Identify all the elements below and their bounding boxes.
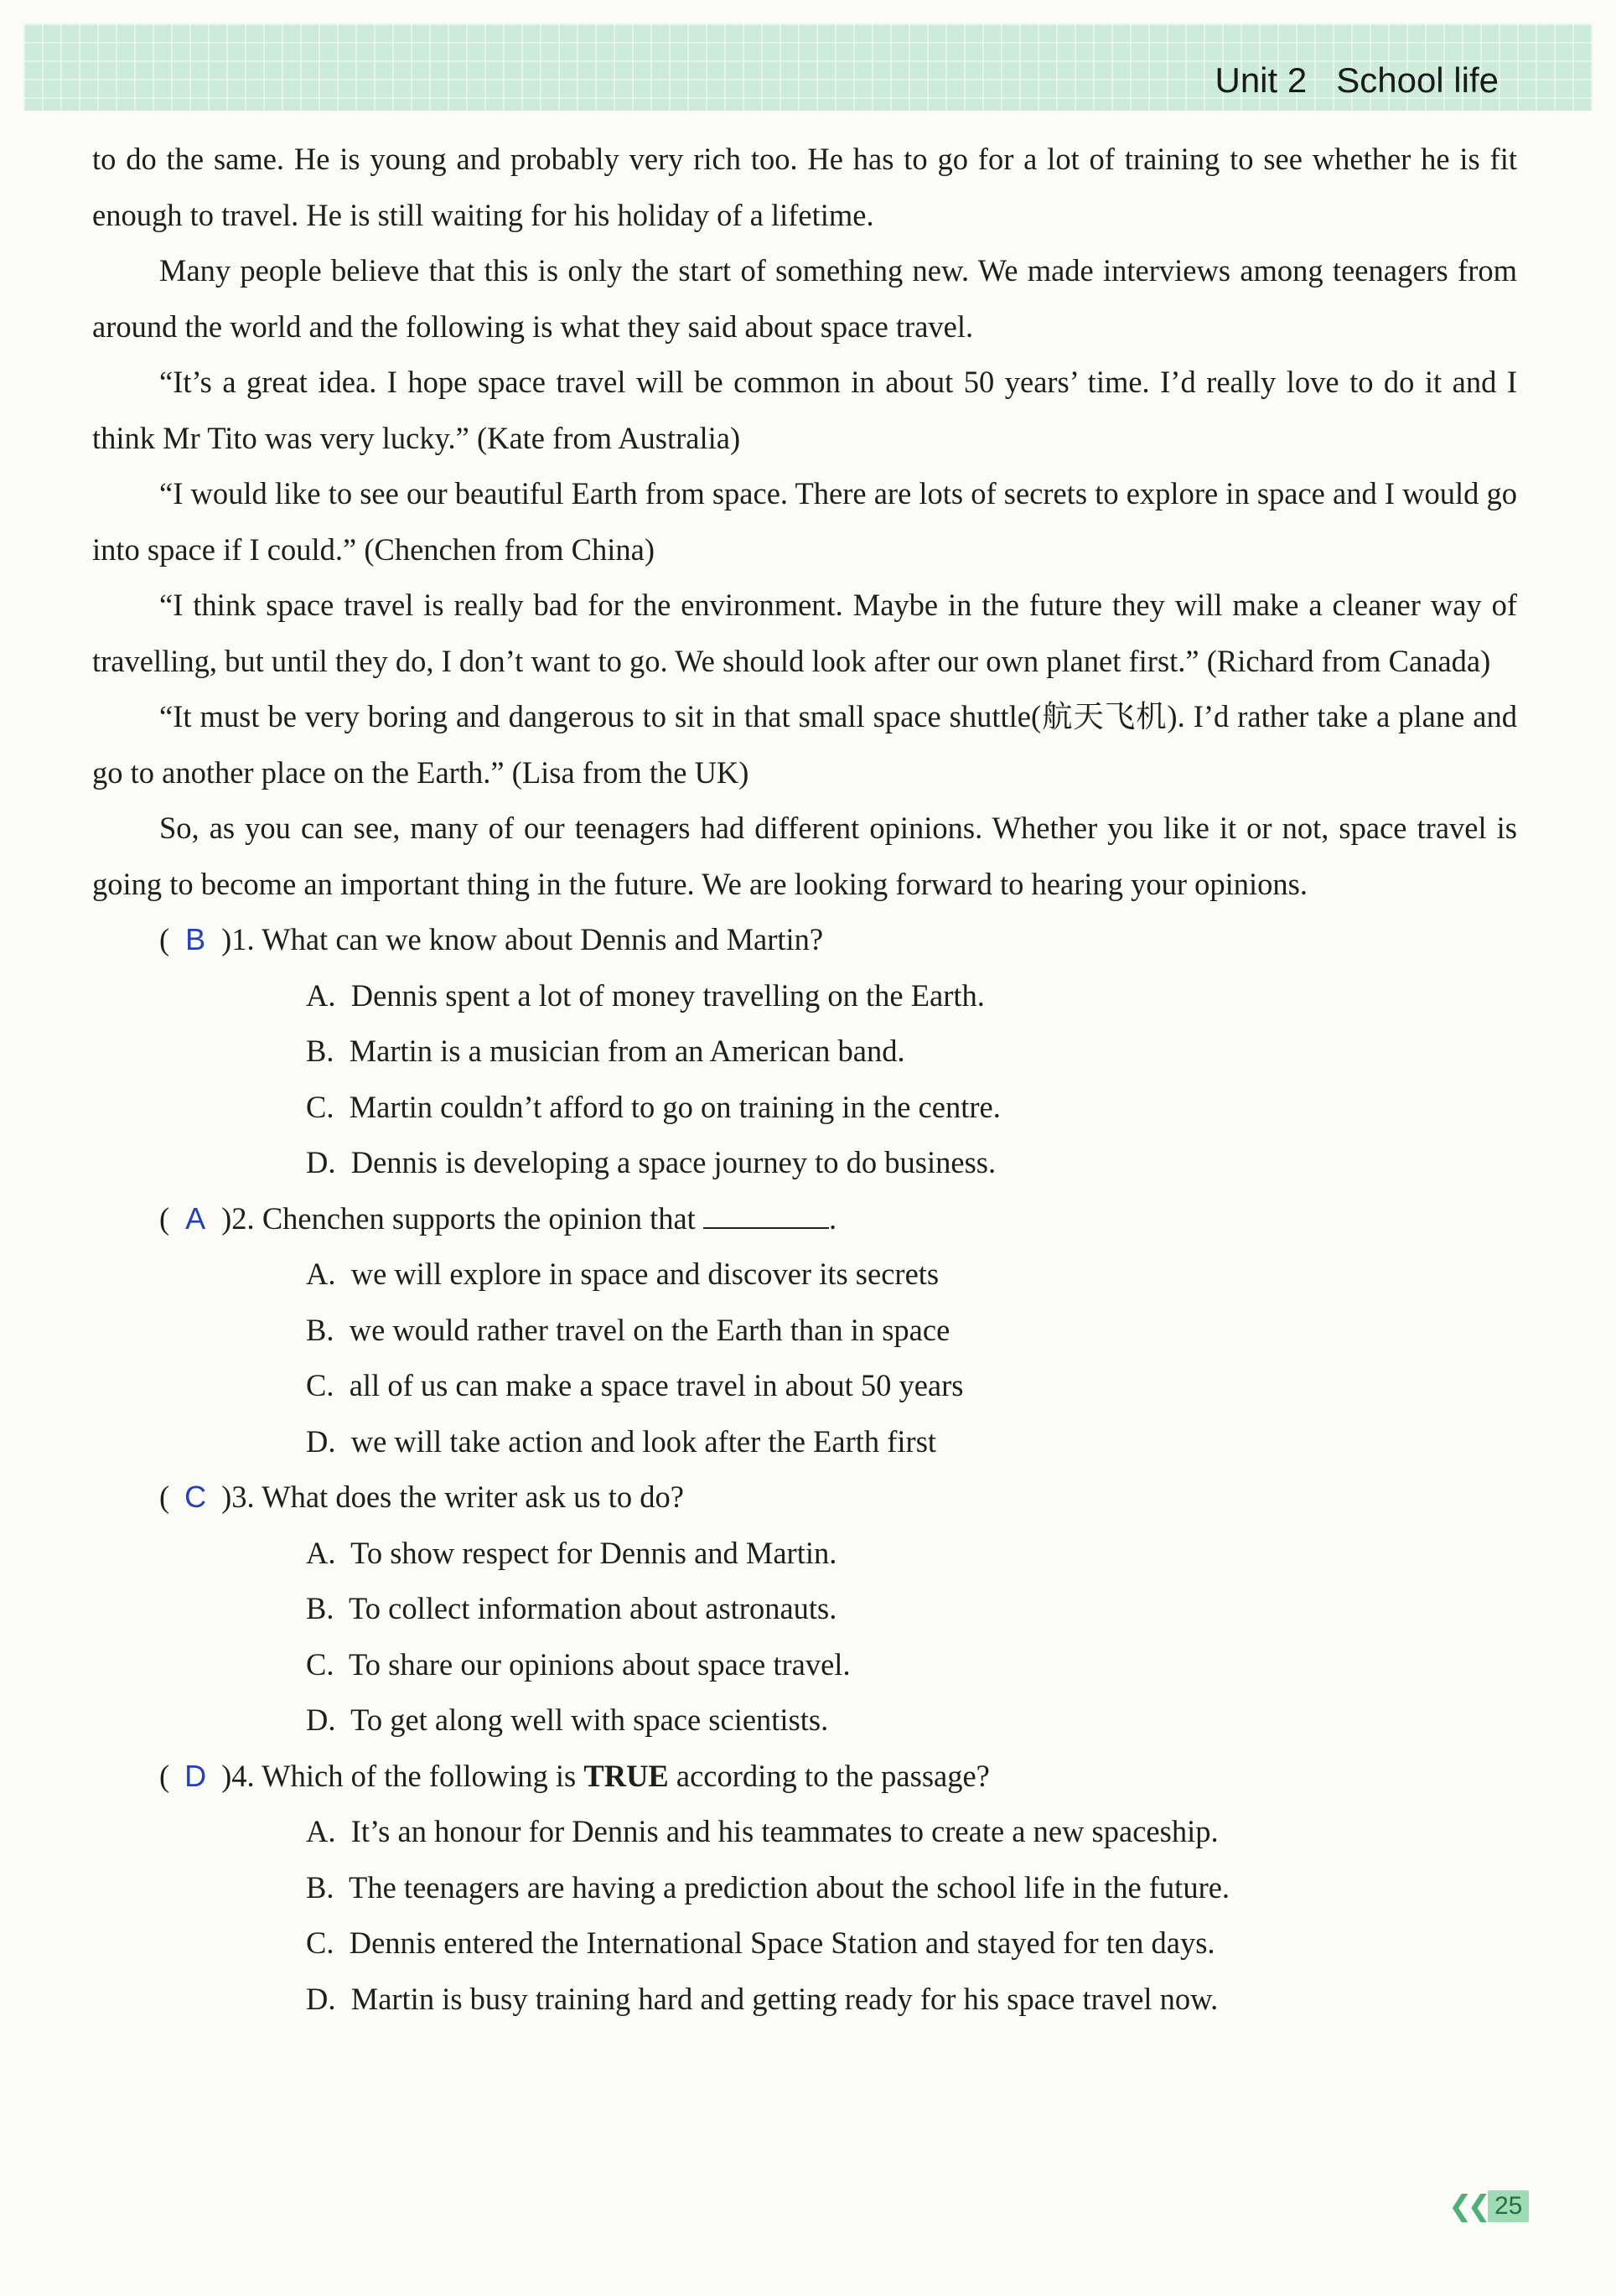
- answer-box[interactable]: B: [185, 922, 206, 956]
- option-c[interactable]: C. To share our opinions about space travel.: [306, 1646, 851, 1682]
- option-d[interactable]: D. Martin is busy training hard and getting ready for his space travel now.: [306, 1981, 1219, 2016]
- answer-box[interactable]: D: [184, 1758, 207, 1793]
- option-d[interactable]: D. we will take action and look after the Earth first: [306, 1423, 937, 1459]
- passage-paragraph: So, as you can see, many of our teenagers had different opinions. Whether you like it or not, space travel is going to become an important thing in the future. We are looking forward to hearing your opinions.: [92, 811, 1517, 901]
- question-stem: Chenchen supports the opinion that: [262, 1200, 696, 1236]
- page-number: 25: [1488, 2190, 1529, 2222]
- question-stem-line: [92, 1191, 1517, 1247]
- answer-paren-open: (: [159, 1200, 170, 1236]
- answer-paren-open: (: [159, 922, 170, 956]
- question-number: )4.: [221, 1758, 255, 1793]
- question-stem-bold: TRUE: [583, 1758, 669, 1793]
- question-1: [92, 912, 1517, 1191]
- question-2: [92, 1191, 1517, 1470]
- answer-paren-open: (: [159, 1480, 170, 1514]
- option-a[interactable]: A. we will explore in space and discover its secrets: [306, 1257, 940, 1291]
- option-b[interactable]: B. To collect information about astronauts.: [306, 1591, 837, 1625]
- passage-paragraph: “It’s a great idea. I hope space travel will be common in about 50 years’ time. I’d really love to do it and I think Mr Tito was very lucky.” (Kate from Australia): [92, 365, 1517, 455]
- question-stem: What does the writer ask us to do?: [262, 1480, 684, 1514]
- answer-box[interactable]: A: [185, 1200, 206, 1236]
- fill-blank[interactable]: [703, 1202, 829, 1229]
- option-d[interactable]: D. Dennis is developing a space journey to do business.: [306, 1145, 997, 1179]
- question-stem-line: [92, 1469, 1517, 1526]
- passage-paragraph: “It must be very boring and dangerous to sit in that small space shuttle(航天飞机). I’d rather take a plane and go to another place on the Earth.” (Lisa from the UK): [92, 699, 1517, 790]
- stem-period: .: [828, 1200, 837, 1236]
- question-4: [92, 1749, 1517, 2028]
- option-b[interactable]: B. we would rather travel on the Earth than in space: [306, 1312, 950, 1347]
- option-b[interactable]: B. The teenagers are having a prediction about the school life in the future.: [306, 1869, 1230, 1905]
- passage-paragraph: to do the same. He is young and probably very rich too. He has to go for a lot of training to see whether he is fit enough to travel. He is still waiting for his holiday of a lifetime.: [92, 142, 1517, 232]
- option-a[interactable]: A. Dennis spent a lot of money travelling on the Earth.: [306, 977, 985, 1013]
- option-d[interactable]: D. To get along well with space scientists.: [306, 1703, 829, 1737]
- question-stem-after: according to the passage?: [668, 1758, 990, 1793]
- question-3: [92, 1469, 1517, 1749]
- chevron-left-icon: ❮❮: [1448, 2190, 1486, 2222]
- question-stem-before: Which of the following is: [262, 1758, 584, 1793]
- page-content: [92, 132, 1517, 2027]
- option-c[interactable]: C. Dennis entered the International Space Station and stayed for ten days.: [306, 1925, 1215, 1960]
- question-number: )1.: [221, 922, 255, 956]
- passage-paragraph: Many people believe that this is only the start of something new. We made interviews among teenagers from around the world and the following is what they said about space travel.: [92, 253, 1517, 344]
- answer-paren-open: (: [159, 1758, 170, 1793]
- reading-passage: [92, 132, 1517, 912]
- unit-title: Unit 2 School life: [1215, 60, 1499, 100]
- option-a[interactable]: A. It’s an honour for Dennis and his teammates to create a new spaceship.: [306, 1814, 1219, 1848]
- question-stem: What can we know about Dennis and Martin?: [262, 922, 824, 956]
- passage-paragraph: “I would like to see our beautiful Earth from space. There are lots of secrets to explore in space and I would go into space if I could.” (Chenchen from China): [92, 476, 1517, 567]
- option-c[interactable]: C. Martin couldn’t afford to go on training in the centre.: [306, 1089, 1001, 1124]
- question-number: )3.: [221, 1480, 255, 1514]
- question-stem-line: [92, 912, 1517, 968]
- option-b[interactable]: B. Martin is a musician from an American band.: [306, 1034, 905, 1068]
- option-a[interactable]: A. To show respect for Dennis and Martin.: [306, 1535, 837, 1570]
- option-c[interactable]: C. all of us can make a space travel in about 50 years: [306, 1368, 964, 1402]
- question-stem-line: [92, 1749, 1517, 1805]
- answer-box[interactable]: C: [184, 1480, 207, 1514]
- passage-paragraph: “I think space travel is really bad for the environment. Maybe in the future they will make a cleaner way of travelling, but until they do, I don’t want to go. We should look after our own planet first.” (Richard from Canada): [92, 588, 1517, 678]
- page-number-badge: [1448, 2190, 1529, 2223]
- question-number: )2.: [221, 1200, 255, 1236]
